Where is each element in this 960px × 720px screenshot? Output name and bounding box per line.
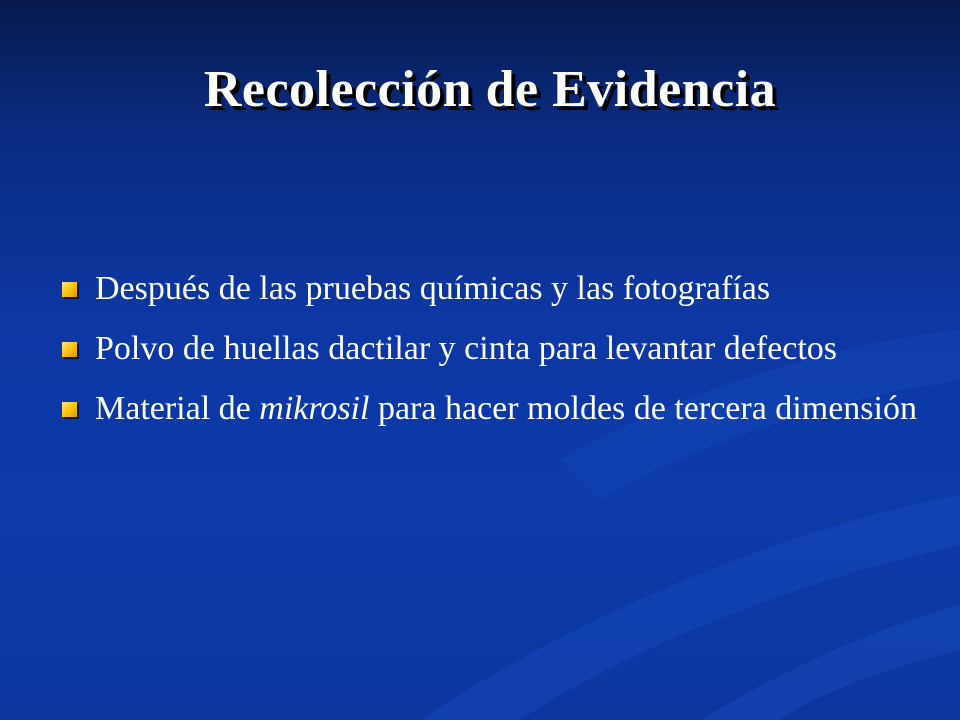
square-bullet-icon bbox=[62, 342, 77, 357]
bullet-text: Polvo de huellas dactilar y cinta para levantar defectos bbox=[95, 330, 838, 367]
square-bullet-icon bbox=[62, 282, 77, 297]
bullet-item bbox=[62, 388, 922, 430]
bullet-text-before: Material de bbox=[95, 390, 260, 427]
bullet-list bbox=[62, 268, 922, 448]
bullet-item bbox=[62, 268, 922, 310]
square-bullet-icon bbox=[62, 402, 77, 417]
bullet-item bbox=[62, 328, 922, 370]
bullet-text-italic: mikrosil bbox=[259, 390, 370, 427]
bullet-text: Después de las pruebas químicas y las fotografías bbox=[95, 270, 771, 307]
bullet-text-after: para hacer moldes de tercera dimensión bbox=[369, 390, 917, 427]
slide-title: Recolección de Evidencia bbox=[203, 61, 777, 118]
